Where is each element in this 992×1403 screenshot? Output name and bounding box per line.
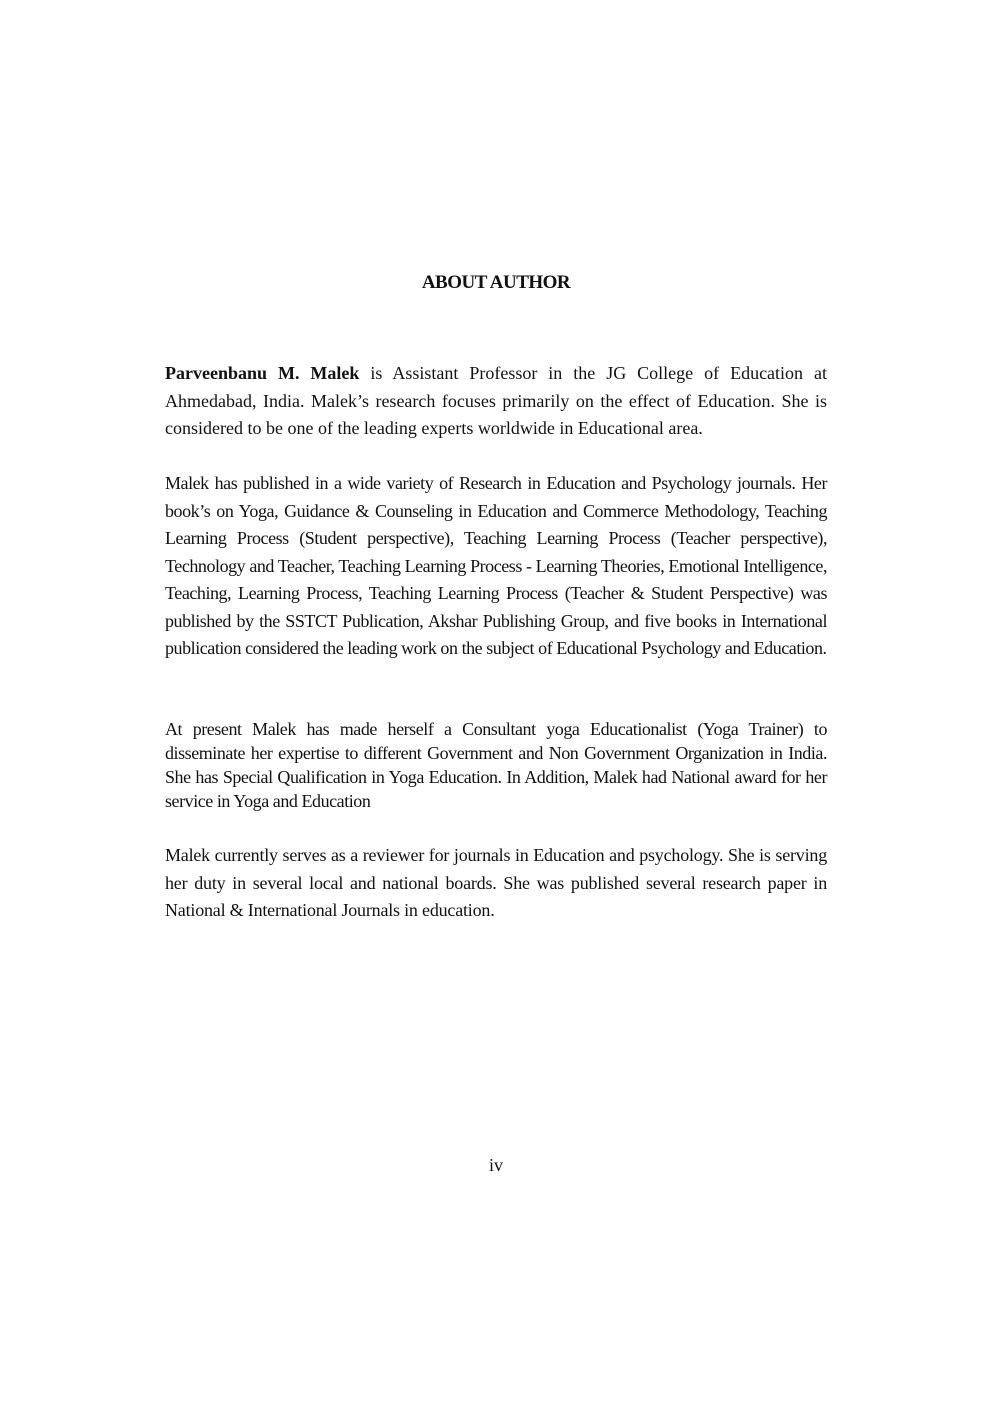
page-number: iv [488, 1155, 503, 1175]
paragraph-publications: Malek has published in a wide variety of Research in Education and Psychology journals. Her book’s on Yoga, Guidance & Counseling in Education and Commerce Methodology, Teaching Learning Process (Student perspective), Teaching Learning Process (Teacher perspective), Technology and Teacher, Teaching Learning Process - Learning Theories, Emotional Intelligence, Teaching, Learning Process, Teaching Learning Process (Teacher & Student Perspective) was published by the SSTCT Publication, Akshar Publishing Group, and five books in International publication considered the leading work on the subject of Educational Psychology and Education. [165, 473, 827, 658]
paragraph-yoga: At present Malek has made herself a Consultant yoga Educationalist (Yoga Trainer) to disseminate her expertise to different Government and Non Government Organization in India. She has Special Qualification in Yoga Education. In Addition, Malek had National award for her service in Yoga and Education [165, 719, 827, 811]
paragraph-intro [165, 360, 827, 443]
paragraph-reviewer: Malek currently serves as a reviewer for journals in Education and psychology. She is serving her duty in several local and national boards. She was published several research paper in National & International Journals in education. [165, 845, 827, 920]
page-title: ABOUT AUTHOR [421, 272, 571, 293]
paragraph-intro-text: is Assistant Professor in the JG College of Education at Ahmedabad, India. Malek’s research focuses primarily on the effect of Education. She is considered to be one of the leading experts worldwide in Educational area. [165, 363, 827, 438]
author-name: Parveenbanu M. Malek [165, 363, 360, 383]
